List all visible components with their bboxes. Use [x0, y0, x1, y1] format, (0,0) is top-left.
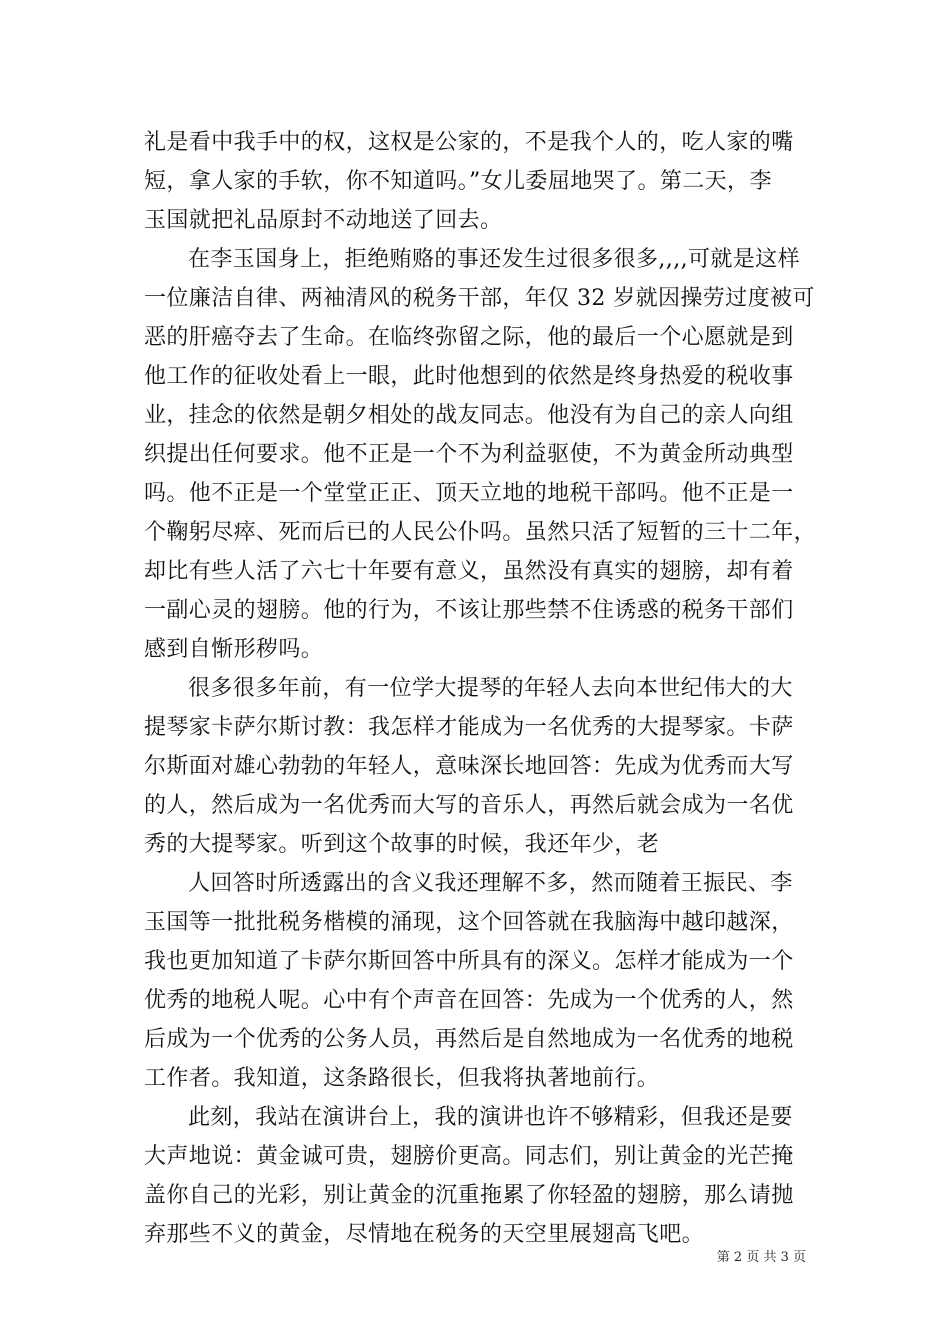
text-line: 盖你自己的光彩，别让黄金的沉重拖累了你轻盈的翅膀，那么请抛 — [144, 1183, 794, 1208]
text-line: 业，挂念的依然是朝夕相处的战友同志。他没有为自己的亲人向组 — [144, 403, 794, 428]
text-line: 尔斯面对雄心勃勃的年轻人，意味深长地回答：先成为优秀而大写 — [144, 754, 794, 779]
text-line: 一位廉洁自律、两袖清风的税务干部，年仅 32 岁就因操劳过度被可 — [144, 286, 815, 311]
text-line: 他工作的征收处看上一眼，此时他想到的依然是终身热爱的税收事 — [144, 364, 794, 389]
text-line: 我也更加知道了卡萨尔斯回答中所具有的深义。怎样才能成为一个 — [144, 949, 794, 974]
text-line: 织提出任何要求。他不正是一个不为利益驱使，不为黄金所动典型 — [144, 442, 794, 467]
text-line: 优秀的地税人呢。心中有个声音在回答：先成为一个优秀的人，然 — [144, 988, 794, 1013]
text-line: 一副心灵的翅膀。他的行为，不该让那些禁不住诱惑的税务干部们 — [144, 598, 794, 623]
text-line: 个鞠躬尽瘁、死而后已的人民公仆吗。虽然只活了短暂的三十二年， — [144, 520, 817, 545]
text-line: 吗。他不正是一个堂堂正正、顶天立地的地税干部吗。他不正是一 — [144, 481, 794, 506]
text-line: 玉国等一批批税务楷模的涌现，这个回答就在我脑海中越印越深， — [144, 910, 794, 935]
text-line: 的人，然后成为一名优秀而大写的音乐人，再然后就会成为一名优 — [144, 793, 794, 818]
page-number-footer: 第 2 页 共 3 页 — [716, 1250, 806, 1265]
text-line: 提琴家卡萨尔斯讨教：我怎样才能成为一名优秀的大提琴家。卡萨 — [144, 715, 794, 740]
text-line: 却比有些人活了六七十年要有意义，虽然没有真实的翅膀，却有着 — [144, 559, 794, 584]
paragraph-first-line: 在李玉国身上，拒绝贿赂的事还发生过很多很多,,,,可就是这样 — [188, 247, 800, 272]
paragraph-first-line: 人回答时所透露出的含义我还理解不多，然而随着王振民、李 — [188, 871, 793, 896]
paragraph-first-line: 很多很多年前，有一位学大提琴的年轻人去向本世纪伟大的大 — [188, 676, 793, 701]
text-line: 秀的大提琴家。听到这个故事的时候，我还年少，老 — [144, 832, 660, 857]
text-line: 工作者。我知道，这条路很长，但我将执著地前行。 — [144, 1066, 660, 1091]
text-line: 大声地说：黄金诚可贵，翅膀价更高。同志们，别让黄金的光芒掩 — [144, 1144, 794, 1169]
paragraph-first-line: 此刻，我站在演讲台上，我的演讲也许不够精彩，但我还是要 — [188, 1105, 793, 1130]
text-line: 弃那些不义的黄金，尽情地在税务的天空里展翅高飞吧。 — [144, 1222, 705, 1247]
text-line: 礼是看中我手中的权，这权是公家的，不是我个人的，吃人家的嘴 — [144, 130, 794, 155]
text-line: 玉国就把礼品原封不动地送了回去。 — [144, 208, 503, 233]
text-line: 感到自惭形秽吗。 — [144, 637, 324, 662]
text-line: 后成为一个优秀的公务人员，再然后是自然地成为一名优秀的地税 — [144, 1027, 794, 1052]
text-line: 恶的肝癌夺去了生命。在临终弥留之际，他的最后一个心愿就是到 — [144, 325, 794, 350]
text-line: 短，拿人家的手软，你不知道吗。”女儿委屈地哭了。第二天，李 — [144, 169, 772, 194]
